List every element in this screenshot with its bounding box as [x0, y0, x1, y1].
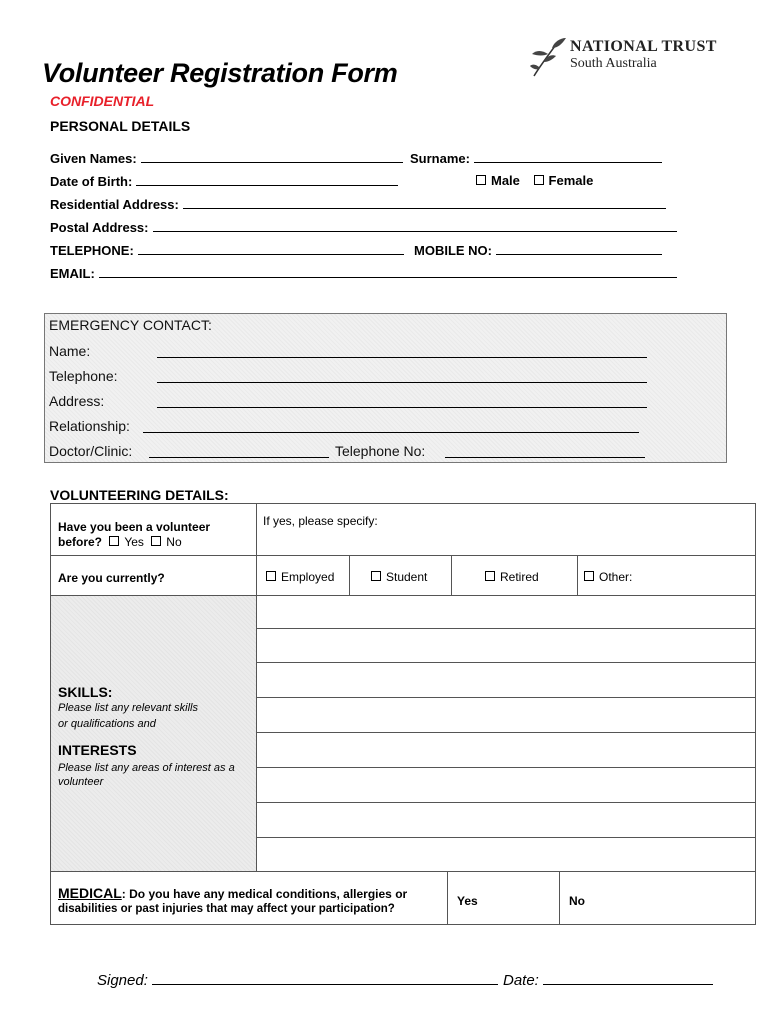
col-divider [559, 871, 560, 924]
row-divider [51, 871, 755, 872]
retired-checkbox[interactable] [485, 571, 495, 581]
logo-line-1: NATIONAL TRUST [570, 38, 717, 55]
mobile-label: MOBILE NO: [414, 243, 492, 258]
em-telephone-label: Telephone: [49, 368, 118, 384]
col-divider [451, 555, 452, 595]
retired-label: Retired [500, 570, 539, 584]
postal-field[interactable] [153, 219, 677, 232]
telephone-field[interactable] [138, 242, 404, 255]
em-telephone-field[interactable] [157, 382, 647, 383]
employed-checkbox[interactable] [266, 571, 276, 581]
telephone-row [50, 242, 404, 258]
confidential-label: CONFIDENTIAL [50, 93, 155, 109]
male-checkbox[interactable] [476, 175, 486, 185]
skills-interests-entry-area[interactable] [257, 596, 755, 871]
female-label: Female [548, 173, 594, 188]
em-address-label: Address: [49, 393, 105, 409]
other-option [584, 570, 632, 584]
em-relationship-label: Relationship: [49, 418, 130, 434]
mobile-row [414, 242, 662, 258]
emergency-heading: EMERGENCY CONTACT: [49, 317, 212, 333]
em-relationship-field[interactable] [143, 432, 639, 433]
been-volunteer-row [58, 535, 182, 549]
surname-field[interactable] [474, 150, 662, 163]
mobile-field[interactable] [496, 242, 662, 255]
volunteering-heading: VOLUNTEERING DETAILS: [50, 487, 229, 503]
volunteering-table [50, 503, 756, 925]
volunteer-no-checkbox[interactable] [151, 536, 161, 546]
employed-option [266, 570, 334, 584]
em-name-field[interactable] [157, 357, 647, 358]
date-field[interactable] [543, 970, 713, 985]
interests-hint-2: volunteer [58, 776, 104, 788]
medical-q2: disabilities or past injuries that may affect your participation? [58, 903, 395, 915]
date-label: Date: [503, 972, 539, 989]
given-names-field[interactable] [141, 150, 403, 163]
been-volunteer-label-2: before? [58, 535, 103, 549]
em-doctor-tel-field[interactable] [445, 457, 645, 458]
employed-label: Employed [281, 570, 335, 584]
residential-label: Residential Address: [50, 197, 179, 212]
medical-label: MEDICAL [58, 885, 122, 901]
gender-row [476, 173, 593, 188]
student-option [371, 570, 427, 584]
col-divider [577, 555, 578, 595]
student-label: Student [386, 570, 428, 584]
em-doctor-field[interactable] [149, 457, 329, 458]
other-label: Other: [599, 570, 633, 584]
given-names-label: Given Names: [50, 151, 137, 166]
dob-field[interactable] [136, 173, 398, 186]
em-name-label: Name: [49, 343, 91, 359]
currently-label: Are you currently? [58, 571, 165, 585]
signature-field[interactable] [152, 970, 498, 985]
skills-hint-2: or qualifications and [58, 718, 156, 730]
form-title: Volunteer Registration Form [42, 58, 398, 88]
email-row [50, 265, 677, 281]
telephone-label: TELEPHONE: [50, 243, 134, 258]
col-divider [447, 871, 448, 924]
other-checkbox[interactable] [584, 571, 594, 581]
em-doctor-label: Doctor/Clinic: [49, 443, 133, 459]
leaf-branch-icon [528, 36, 568, 78]
col-divider [349, 555, 350, 595]
row-divider [51, 555, 755, 556]
volunteer-yes-label: Yes [124, 535, 144, 549]
medical-question-line-1 [58, 885, 407, 901]
emergency-contact-box [44, 313, 727, 463]
interests-hint-1: Please list any areas of interest as a [58, 762, 235, 774]
surname-row [410, 150, 662, 166]
medical-no-option[interactable]: No [569, 894, 585, 908]
volunteer-no-label: No [166, 535, 182, 549]
personal-details-heading: PERSONAL DETAILS [50, 118, 191, 134]
skills-interests-cell [51, 595, 256, 872]
em-address-field[interactable] [157, 407, 647, 408]
been-volunteer-label-1: Have you been a volunteer [58, 520, 211, 534]
signed-label: Signed: [97, 972, 148, 989]
skills-hint-1: Please list any relevant skills [58, 702, 199, 714]
medical-yes-option[interactable]: Yes [457, 894, 478, 908]
female-checkbox[interactable] [534, 175, 544, 185]
male-label: Male [491, 173, 520, 188]
surname-label: Surname: [410, 151, 470, 166]
residential-field[interactable] [183, 196, 666, 209]
retired-option [485, 570, 539, 584]
student-checkbox[interactable] [371, 571, 381, 581]
date-row [503, 970, 713, 989]
dob-row [50, 173, 398, 189]
volunteer-yes-checkbox[interactable] [109, 536, 119, 546]
residential-row [50, 196, 666, 212]
logo-line-2: South Australia [570, 56, 657, 71]
skills-heading: SKILLS: [58, 684, 113, 700]
interests-heading: INTERESTS [58, 742, 137, 758]
em-doctor-tel-label: Telephone No: [335, 443, 426, 459]
postal-label: Postal Address: [50, 220, 149, 235]
email-label: EMAIL: [50, 266, 95, 281]
dob-label: Date of Birth: [50, 174, 133, 189]
given-names-row [50, 150, 403, 166]
national-trust-logo [528, 36, 728, 78]
postal-row [50, 219, 677, 235]
if-yes-label: If yes, please specify: [263, 514, 378, 528]
medical-q1: : Do you have any medical conditions, allergies or [121, 887, 408, 901]
email-field[interactable] [99, 265, 677, 278]
signed-row [97, 970, 498, 989]
